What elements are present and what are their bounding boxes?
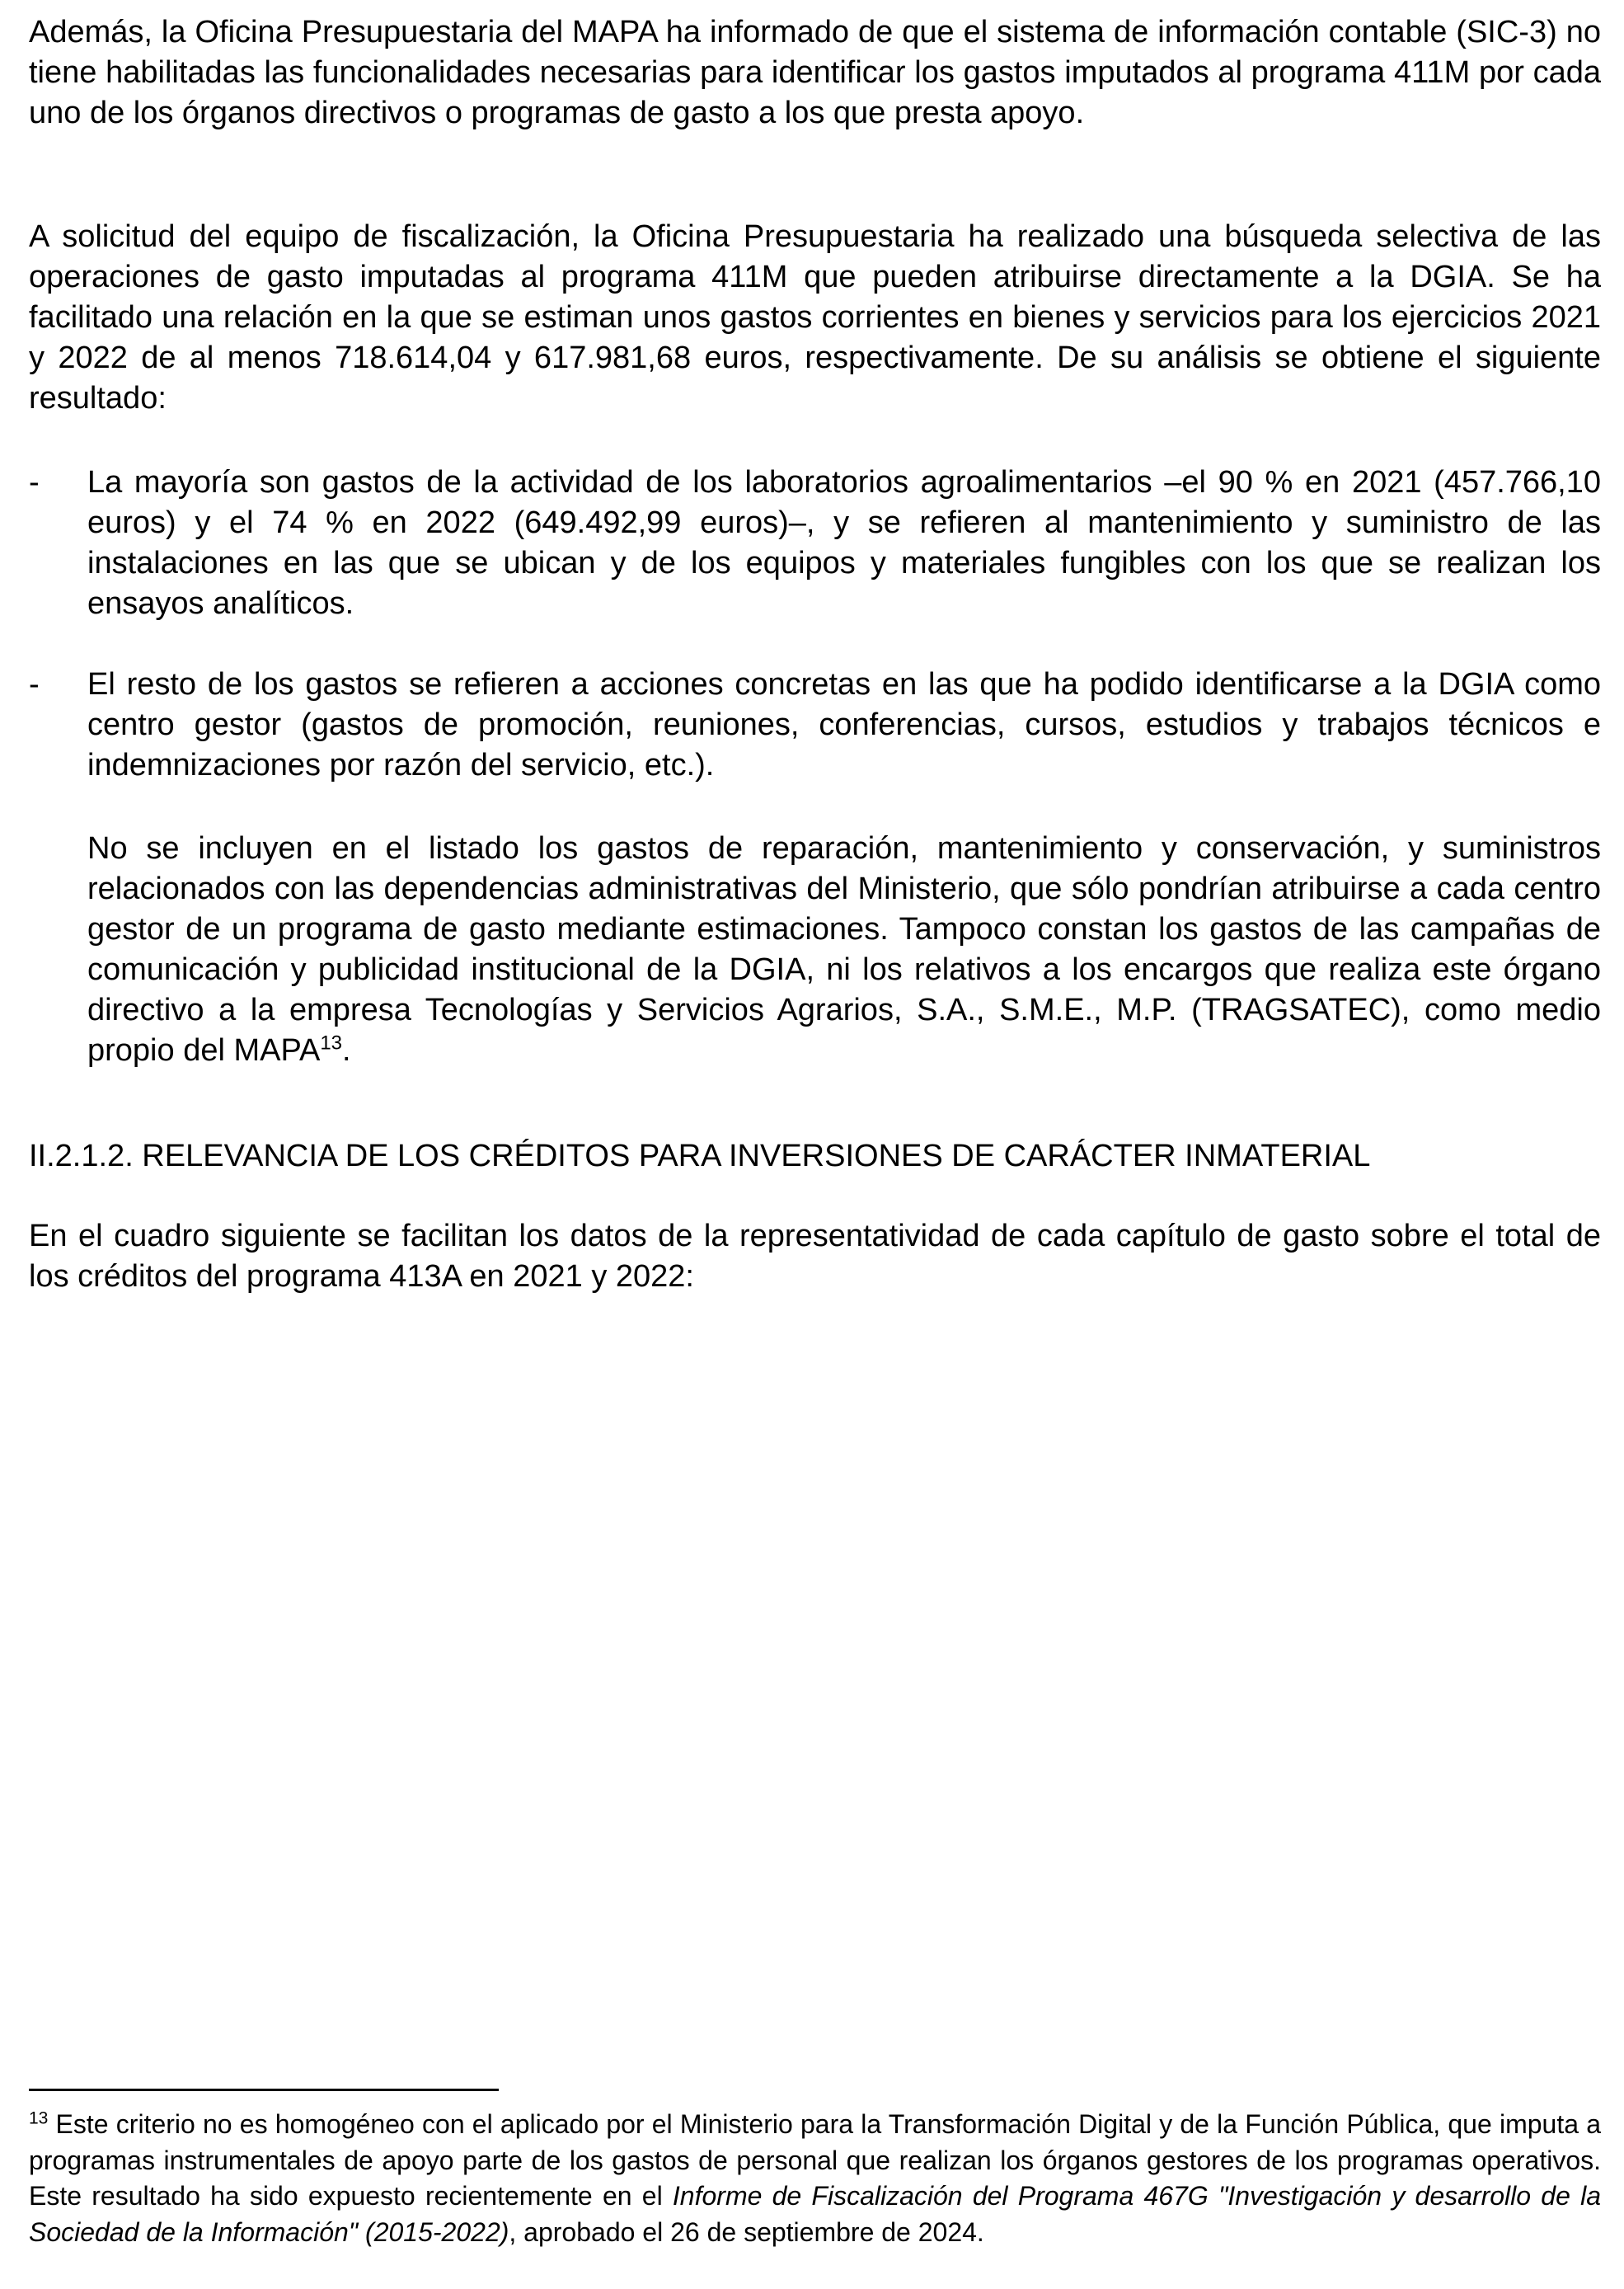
paragraph-text	[87, 829, 1601, 1071]
footnote-number: 13	[29, 2108, 49, 2128]
list-item-text: La mayoría son gastos de la actividad de los laboratorios agroalimentarios –el 90 % en 2021 (457.766,10 euros) y el 74 % en 2022 (649.492,99 euros)–, y se refieren al mantenimiento y suministro de las instalaciones en las que se ubican y de los equipos y materiales fungibles con los que se realizan los ensayos analíticos.	[87, 465, 1601, 621]
footnote-separator	[29, 2089, 499, 2091]
list-item-text: El resto de los gastos se refieren a acciones concretas en las que ha podido identificarse a la DGIA como centro gestor (gastos de promoción, reuniones, conferencias, cursos, estudios y trabajos técnicos e indemnizaciones por razón del servicio, etc.).	[87, 667, 1601, 783]
list-item-laboratorios	[29, 463, 1601, 624]
paragraph-cuadro: En el cuadro siguiente se facilitan los datos de la representatividad de cada capítulo de gasto sobre el total de los créditos del programa 413A en 2021 y 2022:	[29, 1219, 1601, 1294]
footnote-text: Este criterio no es homogéneo con el aplicado por el Ministerio para la Transformación Digital y de la Función Pública, que imputa a programas instrumentales de apoyo parte de los gastos de personal que realizan los órganos gestores de los programas operativos. Este resultado ha sido expuesto recientemente en el	[29, 2109, 1601, 2211]
bullet-dash: -	[29, 667, 40, 702]
footnote-13	[29, 2107, 1601, 2250]
paragraph-busqueda-selectiva: A solicitud del equipo de fiscalización, la Oficina Presupuestaria ha realizado una búsqueda selectiva de las operaciones de gasto imputadas al programa 411M que pueden atribuirse directamente a la DGIA. Se ha facilitado una relación en la que se estiman unos gastos corrientes en bienes y servicios para los ejercicios 2021 y 2022 de al menos 718.614,04 y 617.981,68 euros, respectivamente. De su análisis se obtiene el siguiente resultado:	[29, 219, 1601, 416]
list-item-resto-gastos	[29, 665, 1601, 786]
paragraph-body: No se incluyen en el listado los gastos de reparación, mantenimiento y conservación, y suministros relacionados con las dependencias administrativas del Ministerio, que sólo pondrían atribuirse a cada centro gestor de un programa de gasto mediante estimaciones. Tampoco constan los gastos de las campañas de comunicación y publicidad institucional de la DGIA, ni los relativos a los encargos que realiza este órgano directivo a la empresa Tecnologías y Servicios Agrarios, S.A., S.M.E., M.P. (TRAGSATEC), como medio propio del MAPA	[87, 831, 1601, 1068]
section-heading: II.2.1.2. RELEVANCIA DE LOS CRÉDITOS PARA INVERSIONES DE CARÁCTER INMATERIAL	[29, 1139, 1371, 1173]
footnote-ref-13[interactable]: 13	[320, 1032, 343, 1055]
footnote-report-title: Informe de Fiscalización del Programa 467G "Investigación y desarrollo de la Sociedad de la Información" (2015-2022)	[29, 2181, 1602, 2247]
paragraph-end: .	[342, 1033, 351, 1068]
paragraph-no-se-incluyen	[29, 829, 1601, 1071]
bullet-dash: -	[29, 465, 40, 500]
paragraph-sic3: Además, la Oficina Presupuestaria del MAPA ha informado de que el sistema de información contable (SIC-3) no tiene habilitadas las funcionalidades necesarias para identificar los gastos imputados al programa 411M por cada uno de los órganos directivos o programas de gasto a los que presta apoyo.	[29, 15, 1601, 130]
footnote-text-end: , aprobado el 26 de septiembre de 2024.	[509, 2216, 984, 2247]
